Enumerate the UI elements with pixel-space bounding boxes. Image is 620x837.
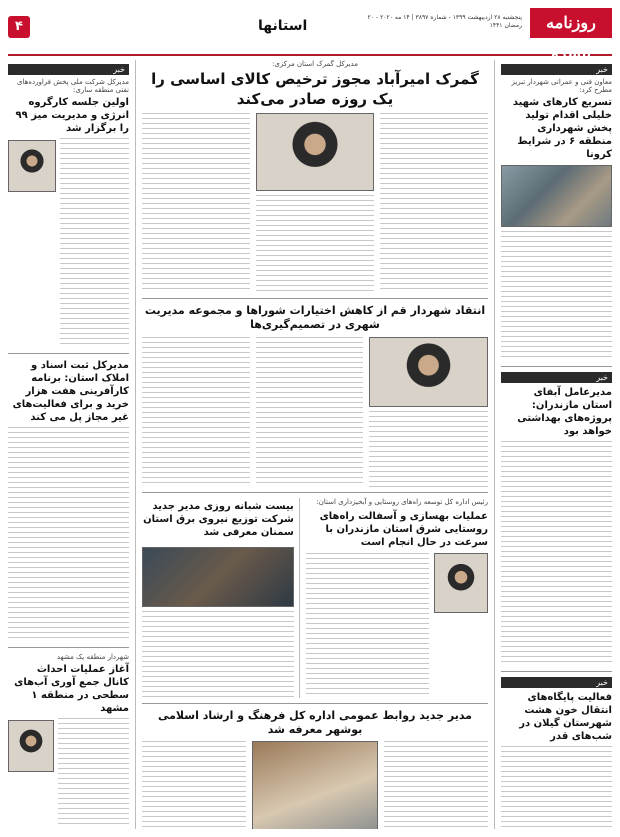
- story-photo: [501, 165, 612, 227]
- story-title: مدیرکل ثبت اسناد و املاک استان: برنامه کارآفرینی هفت هزار خرید و برای فعالیت‌های غیر مجاز پل می کند: [12, 360, 129, 423]
- story-kicker: معاون فنی و عمرانی شهردار تبریز مطرح کرد:: [511, 78, 612, 94]
- story3-body: [306, 553, 488, 698]
- headline: بیست شبانه روزی مدیر جدید شرکت توزیع نیروی برق استان سمنان معرفی شد: [143, 500, 294, 538]
- story-body: [142, 611, 294, 698]
- story-with-photo: [8, 718, 129, 828]
- story-photo: [142, 547, 294, 607]
- story-with-photo: [8, 138, 129, 348]
- story-body: [142, 337, 250, 487]
- divider: [8, 647, 129, 648]
- newspaper-logo: روزنامه پیشرو: [530, 8, 612, 38]
- divider: [501, 366, 612, 367]
- story2-body: [142, 337, 488, 487]
- story-body: [142, 741, 246, 829]
- story-kicker: شهردار منطقه یک مشهد: [56, 653, 129, 661]
- story-body: [256, 337, 364, 487]
- middle-section: [142, 60, 488, 829]
- story-body: [142, 113, 250, 293]
- date-line: پنجشنبه ۲۸ اردیبهشت ۱۳۹۹ - شماره ۳۸۹۷ | ۱۴ مه ۲۰۲۰ - ۲۰ رمضان ۱۴۴۱: [367, 14, 522, 30]
- news-tag: خبر: [501, 372, 612, 383]
- story-body: [380, 113, 488, 293]
- masthead: [8, 8, 612, 62]
- story-body: [256, 195, 375, 293]
- headline: انتقاد شهردار قم از کاهش اختیارات شوراها و مجموعه مدیریت شهری در تصمیم‌گیری‌ها: [144, 304, 486, 332]
- story-photo: [434, 553, 488, 613]
- story-title: فعالیت پایگاه‌های انتقال خون هشت شهرستان گیلان در شب‌های قدر: [519, 692, 612, 742]
- photo-column: [369, 337, 488, 487]
- story-kicker: مدیرکل شرکت ملی پخش فراورده‌های نفتی منطقه ساری:: [17, 78, 129, 94]
- page-number-badge: ۴: [8, 16, 30, 38]
- story-body: [58, 718, 129, 828]
- portrait-photo: [8, 720, 54, 772]
- divider: [142, 703, 488, 704]
- section-title: استانها: [258, 18, 308, 34]
- story-title: آغاز عملیات احداث کانال جمع آوری آب‌های سطحی در منطقه ۱ مشهد: [14, 664, 129, 714]
- divider: [501, 671, 612, 672]
- news-tag: خبر: [501, 64, 612, 75]
- story-body: [8, 427, 129, 642]
- headline: مدیر جدید روابط عمومی اداره کل فرهنگ و ارشاد اسلامی بوشهر معرفه شد: [157, 708, 472, 736]
- stories-row: [142, 498, 488, 698]
- right-column: [494, 60, 612, 829]
- divider: [142, 298, 488, 299]
- divider: [8, 353, 129, 354]
- story-photo: [256, 113, 375, 191]
- top-story-body: [142, 113, 488, 293]
- divider: [142, 492, 488, 493]
- story-body: [306, 553, 429, 698]
- story-title: مدیرعامل آبفای استان مازندران: پروژه‌های بهداشتی خواهد بود: [517, 387, 612, 437]
- story-body: [60, 138, 129, 348]
- story-kicker: مدیرکل گمرک استان مرکزی:: [272, 60, 358, 68]
- headline: عملیات بهسازی و آسفالت راه‌های روستایی شرق استان مازندران با سرعت در حال انجام است: [319, 510, 488, 548]
- story-photo: [252, 741, 379, 829]
- story-kicker: رئیس اداره کل توسعه راه‌های روستایی و آبخیزداری استان:: [316, 497, 488, 506]
- left-column: [8, 60, 136, 829]
- story-body: [501, 746, 612, 829]
- story4: [142, 498, 300, 698]
- photo-column: [256, 113, 375, 293]
- story-title: اولین جلسه کارگروه انرژی و مدیریت میز ۹۹ را برگزار شد: [15, 97, 129, 134]
- story-body: [369, 411, 488, 487]
- story-body: [384, 741, 488, 829]
- news-tag: خبر: [501, 677, 612, 688]
- story5-body: [142, 741, 488, 829]
- story-body: [501, 231, 612, 361]
- portrait-photo: [8, 140, 56, 192]
- story-photo: [369, 337, 488, 407]
- story-body: [501, 441, 612, 666]
- news-tag: خبر: [8, 64, 129, 75]
- story-title: تسریع کارهای شهید خلیلی اقدام تولید پخش شهرداری منطقه ۶ در شرایط کرونا: [512, 97, 612, 160]
- story3: [306, 498, 488, 698]
- headline: گمرک امیرآباد مجوز ترخیص کالای اساسی را یک روزه صادر می‌کند: [151, 70, 479, 108]
